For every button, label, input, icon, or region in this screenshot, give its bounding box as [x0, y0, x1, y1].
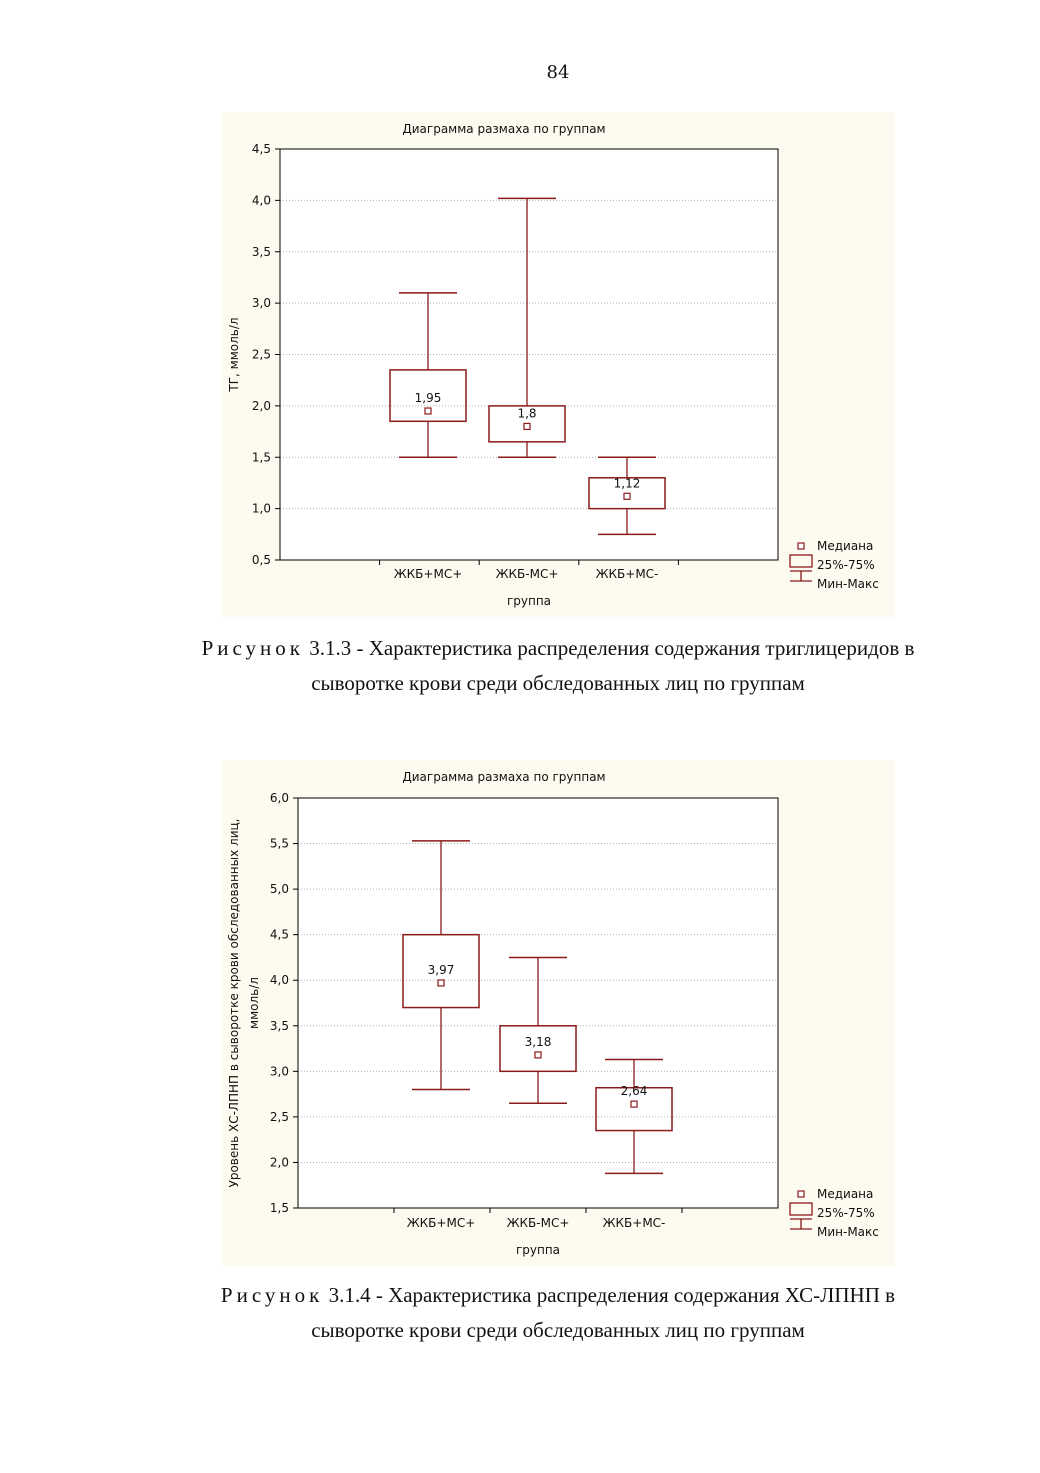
legend-range-label: Мин-Макс — [817, 577, 879, 591]
y-tick-label: 5,0 — [269, 882, 289, 897]
caption-line-2: сыворотке крови среди обследованных лиц по группам — [311, 1318, 805, 1342]
caption-lead: Рисунок — [220, 1283, 324, 1307]
legend-box-label: 25%-75% — [817, 1206, 875, 1220]
y-tick-label: 3,5 — [251, 244, 271, 259]
legend-median-marker — [798, 1191, 804, 1197]
x-category-label: ЖКБ-МС+ — [506, 1216, 570, 1230]
y-tick-label: 2,0 — [269, 1155, 289, 1170]
y-tick-label: 3,5 — [269, 1018, 289, 1033]
y-axis-label: ТГ, ммоль/л — [227, 317, 241, 392]
median-marker — [631, 1101, 637, 1107]
y-tick-label: 2,0 — [251, 398, 271, 413]
chart-panel-triglycerides — [222, 112, 895, 617]
median-label: 3,97 — [427, 962, 455, 977]
chart-title: Диаграмма размаха по группам — [402, 122, 606, 136]
x-category-label: ЖКБ-МС+ — [495, 567, 559, 581]
median-marker — [425, 408, 431, 414]
y-tick-label: 5,5 — [269, 836, 289, 851]
x-axis-label: группа — [506, 594, 552, 608]
x-category-label: ЖКБ+МС+ — [393, 567, 463, 581]
chart-panel-ldl — [222, 760, 895, 1266]
median-label: 1,12 — [613, 476, 641, 491]
x-category-label: ЖКБ+МС+ — [406, 1216, 476, 1230]
y-tick-label: 3,0 — [269, 1064, 289, 1079]
median-marker — [438, 980, 444, 986]
y-tick-label: 3,0 — [251, 296, 271, 311]
y-tick-label: 0,5 — [251, 553, 271, 567]
legend-box-label: 25%-75% — [817, 558, 875, 572]
caption-lead: Рисунок — [201, 636, 304, 660]
y-tick-label: 2,5 — [269, 1109, 289, 1124]
page-number: 84 — [546, 62, 570, 83]
chart-title: Диаграмма размаха по группам — [402, 770, 606, 784]
figure-caption-3-1-4 — [100, 1278, 1016, 1348]
x-category-label: ЖКБ+МС- — [595, 567, 659, 581]
legend-median-label: Медиана — [817, 539, 874, 553]
x-category-label: ЖКБ+МС- — [602, 1216, 666, 1230]
legend-median-marker — [798, 543, 804, 549]
y-tick-label: 1,0 — [251, 501, 271, 516]
y-axis-label-line: ммоль/л — [247, 977, 261, 1029]
median-marker — [524, 423, 530, 429]
median-label: 1,95 — [414, 391, 442, 406]
median-label: 1,8 — [517, 406, 537, 421]
y-tick-label: 4,0 — [269, 973, 289, 988]
legend-box-marker — [790, 1203, 812, 1215]
median-label: 2,64 — [620, 1084, 648, 1099]
caption-line-1: 3.1.3 - Характеристика распределения содержания триглицеридов в — [303, 636, 915, 660]
legend-range-label: Мин-Макс — [817, 1225, 879, 1239]
caption-line-1: 3.1.4 - Характеристика распределения содержания ХС-ЛПНП в — [323, 1283, 896, 1307]
caption-line-2: сыворотке крови среди обследованных лиц по группам — [311, 671, 805, 695]
box-plot-ldl — [222, 760, 895, 1266]
legend-median-label: Медиана — [817, 1187, 874, 1201]
median-marker — [624, 493, 630, 499]
y-tick-label: 1,5 — [269, 1201, 289, 1215]
y-axis-label-line: Уровень ХС-ЛПНП в сыворотке крови обследованных лиц, — [227, 818, 241, 1188]
y-tick-label: 4,5 — [269, 927, 289, 942]
median-label: 3,18 — [524, 1034, 552, 1049]
y-tick-label: 6,0 — [269, 791, 289, 805]
median-marker — [535, 1052, 541, 1058]
box-plot-triglycerides — [222, 112, 895, 617]
y-tick-label: 4,0 — [251, 193, 271, 208]
figure-caption-3-1-3 — [100, 631, 1016, 701]
y-tick-label: 2,5 — [251, 347, 271, 362]
y-tick-label: 4,5 — [251, 142, 271, 156]
legend-box-marker — [790, 555, 812, 567]
y-tick-label: 1,5 — [251, 450, 271, 465]
x-axis-label: группа — [515, 1243, 561, 1257]
